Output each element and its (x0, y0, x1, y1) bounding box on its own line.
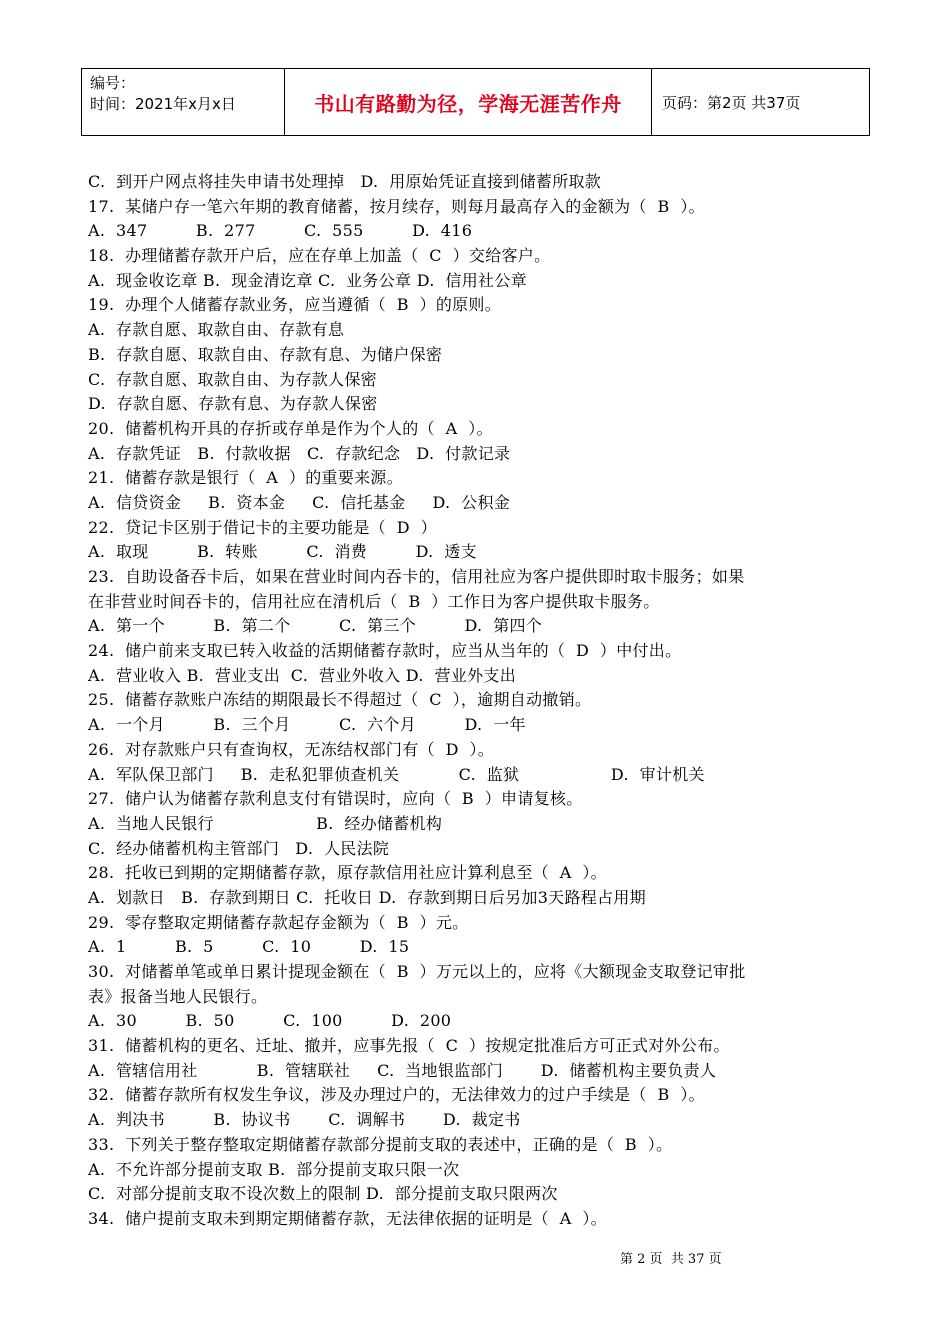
text-line: A. 第一个 B. 第二个 C. 第三个 D. 第四个 (88, 616, 543, 636)
text-line: A. 存款自愿、取款自由、存款有息 (88, 320, 345, 340)
text-line: 29. 零存整取定期储蓄存款起存金额为（ B ）元。 (88, 912, 469, 932)
text-line: 33. 下列关于整存整取定期储蓄存款部分提前支取的表述中，正确的是（ B ）。 (88, 1134, 673, 1154)
text-line: A. 管辖信用社 B. 管辖联社 C. 当地银监部门 D. 储蓄机构主要负责人 (88, 1060, 717, 1080)
header-motto: 书山有路勤为径，学海无涯苦作舟 (285, 69, 652, 135)
text-line: A. 347 B. 277 C. 555 D. 416 (88, 221, 473, 241)
text-line: 34. 储户提前支取未到期定期储蓄存款，无法律依据的证明是（ A ）。 (88, 1208, 607, 1228)
text-line: 26. 对存款账户只有查询权，无冻结权部门有（ D ）。 (88, 739, 495, 759)
text-line: A. 信贷资金 B. 资本金 C. 信托基金 D. 公积金 (88, 492, 511, 512)
text-line: 表》报备当地人民银行。 (88, 986, 268, 1006)
text-line: C. 存款自愿、取款自由、为存款人保密 (88, 369, 377, 389)
text-line: 17. 某储户存一笔六年期的教育储蓄，按月续存，则每月最高存入的金额为（ B ）。 (88, 196, 705, 216)
text-line: A. 当地人民银行 B. 经办储蓄机构 (88, 813, 443, 833)
text-line: C. 对部分提前支取不设次数上的限制 D. 部分提前支取只限两次 (88, 1184, 558, 1204)
text-line: A. 30 B. 50 C. 100 D. 200 (88, 1011, 452, 1031)
text-line: 18. 办理储蓄存款开户后，应在存单上加盖（ C ）交给客户。 (88, 246, 551, 266)
text-line: A. 不允许部分提前支取 B. 部分提前支取只限一次 (88, 1159, 460, 1179)
text-line: A. 1 B. 5 C. 10 D. 15 (88, 937, 410, 957)
text-line: 21. 储蓄存款是银行（ A ）的重要来源。 (88, 468, 404, 488)
text-line: A. 营业收入 B. 营业支出 C. 营业外收入 D. 营业外支出 (88, 665, 517, 685)
text-line: A. 一个月 B. 三个月 C. 六个月 D. 一年 (88, 715, 526, 735)
text-line: 28. 托收已到期的定期储蓄存款，原存款信用社应计算利息至（ A ）。 (88, 863, 607, 883)
text-line: 30. 对储蓄单笔或单日累计提现金额在（ B ）万元以上的，应将《大额现金支取登记审批 (88, 962, 746, 981)
question-content (88, 170, 870, 1232)
document-time-label: 时间：2021年x月x日 (90, 95, 236, 113)
text-line: 27. 储户认为储蓄存款利息支付有错误时，应向（ B ）申请复核。 (88, 789, 583, 809)
text-line: B. 存款自愿、取款自由、存款有息、为储户保密 (88, 344, 443, 364)
header-meta (82, 69, 285, 135)
text-line: 在非营业时间吞卡的，信用社应在清机后（ B ）工作日为客户提供取卡服务。 (88, 591, 660, 611)
text-line: A. 划款日 B. 存款到期日 C. 托收日 D. 存款到期日后另加3天路程占用期 (88, 887, 646, 907)
text-line: 23. 自助设备吞卡后，如果在营业时间内吞卡的，信用社应为客户提供即时取卡服务；如果 (88, 567, 745, 586)
text-line: A. 判决书 B. 协议书 C. 调解书 D. 裁定书 (88, 1110, 521, 1130)
page-footer: 第 2 页 共 37 页 (620, 1252, 722, 1267)
text-line: C. 经办储蓄机构主管部门 D. 人民法院 (88, 838, 390, 858)
text-line: 31. 储蓄机构的更名、迁址、撤并，应事先报（ C ）按规定批准后方可正式对外公布。 (88, 1036, 730, 1056)
text-line: A. 存款凭证 B. 付款收据 C. 存款纪念 D. 付款记录 (88, 443, 511, 463)
text-line: 22. 贷记卡区别于借记卡的主要功能是（ D ） (88, 517, 437, 537)
text-line: 20. 储蓄机构开具的存折或存单是作为个人的（ A ）。 (88, 418, 493, 438)
text-line: 19. 办理个人储蓄存款业务，应当遵循（ B ）的原则。 (88, 295, 502, 315)
text-line: 25. 储蓄存款账户冻结的期限最长不得超过（ C ），逾期自动撤销。 (88, 690, 592, 710)
text-line: 32. 储蓄存款所有权发生争议，涉及办理过户的，无法律效力的过户手续是（ B ）。 (88, 1085, 705, 1105)
text-line: A. 取现 B. 转账 C. 消费 D. 透支 (88, 542, 477, 562)
page-header (81, 68, 870, 136)
text-line: C. 到开户网点将挂失申请书处理掉 D. 用原始凭证直接到储蓄所取款 (88, 172, 602, 191)
text-line: A. 现金收讫章 B. 现金清讫章 C. 业务公章 D. 信用社公章 (88, 270, 527, 290)
header-page-info: 页码：第2页 共37页 (662, 93, 801, 112)
document-number-label: 编号： (90, 74, 136, 92)
text-line: A. 军队保卫部门 B. 走私犯罪侦查机关 C. 监狱 D. 审计机关 (88, 764, 705, 784)
text-line: D. 存款自愿、存款有息、为存款人保密 (88, 394, 378, 414)
text-line: 24. 储户前来支取已转入收益的活期储蓄存款时，应当从当年的（ D ）中付出。 (88, 641, 682, 661)
